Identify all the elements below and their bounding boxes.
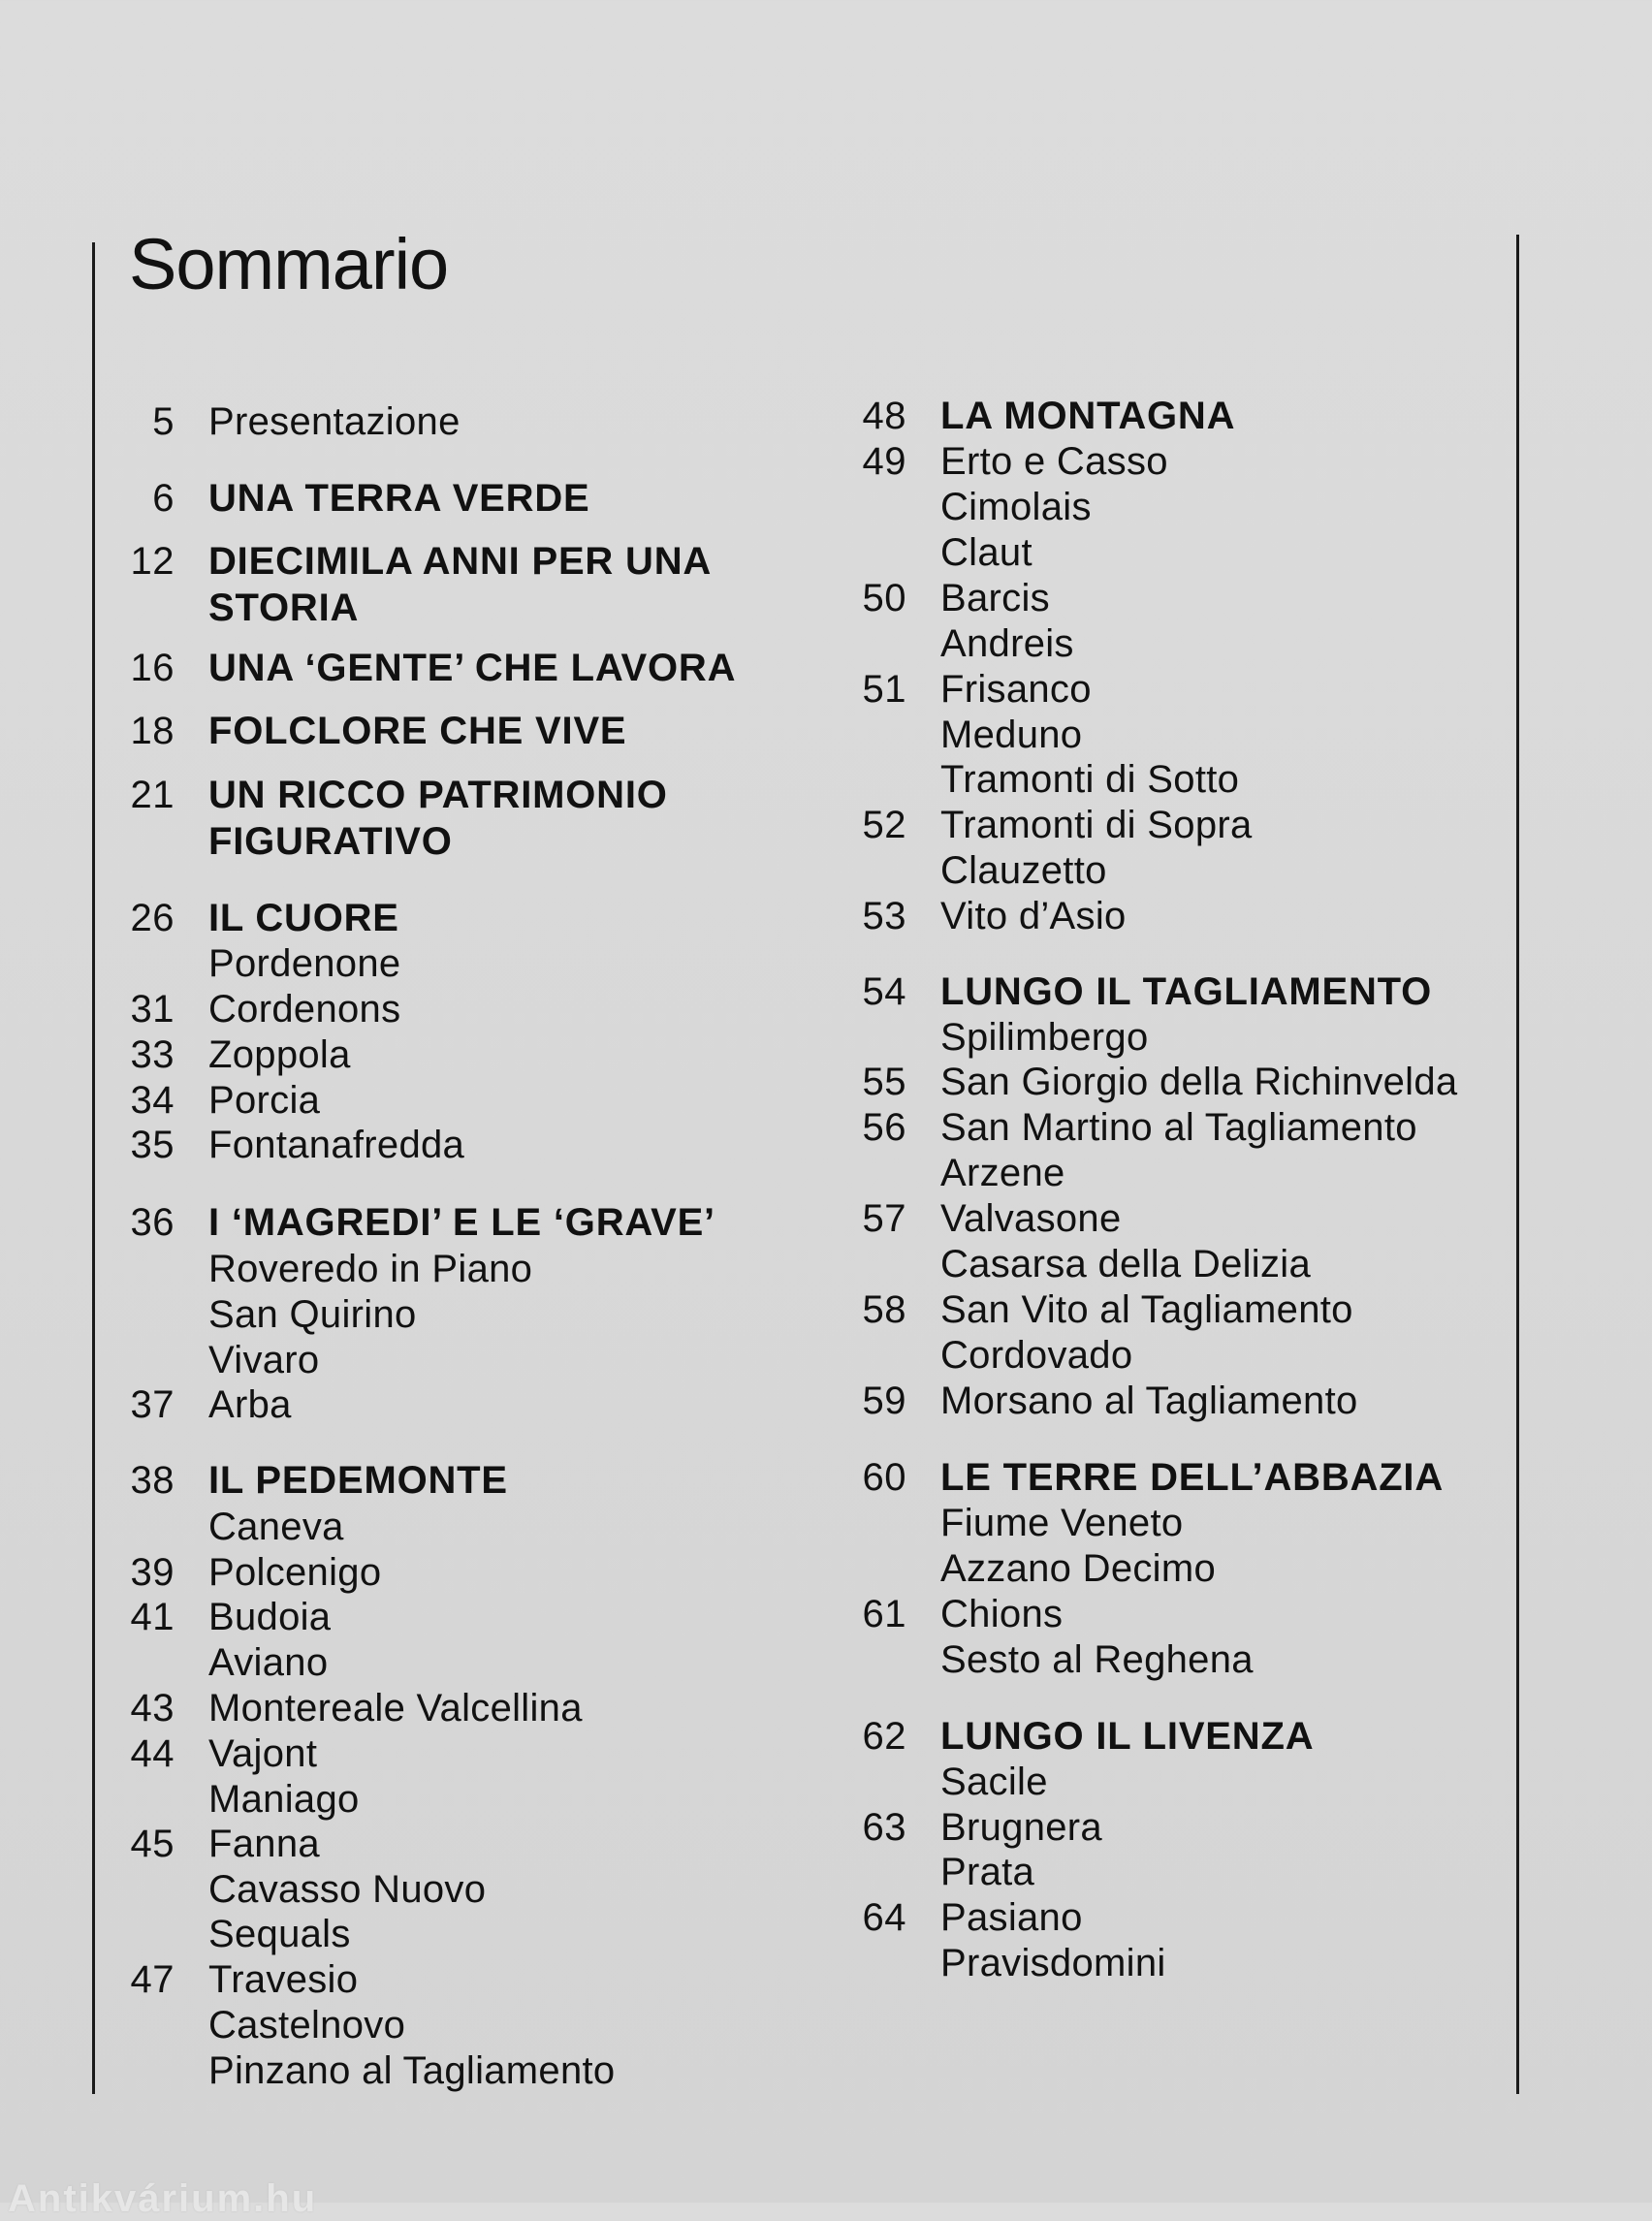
toc-entry <box>848 1941 1166 1986</box>
toc-entry-label: Clauzetto <box>940 849 1107 892</box>
toc-entry <box>848 1501 1183 1546</box>
toc-entry-label: Chions <box>940 1593 1064 1635</box>
page-title: Sommario <box>129 224 449 304</box>
left-border-rule <box>92 242 95 2094</box>
toc-entry-label: DIECIMILA ANNI PER UNA <box>208 540 713 583</box>
toc-page-number: 62 <box>862 1715 906 1758</box>
toc-entry-label: LUNGO IL LIVENZA <box>940 1715 1315 1758</box>
toc-entry-label: Fanna <box>208 1823 320 1865</box>
toc-entry-label: Roveredo in Piano <box>208 1248 533 1290</box>
toc-page-number: 55 <box>862 1061 906 1103</box>
toc-entry-label: Montereale Valcellina <box>208 1687 583 1729</box>
toc-entry-label: San Giorgio della Richinvelda <box>940 1061 1458 1103</box>
toc-entry <box>848 530 1032 576</box>
toc-entry <box>848 576 1050 621</box>
toc-entry <box>116 1382 292 1428</box>
toc-section-heading <box>848 394 1235 439</box>
toc-entry <box>116 1640 328 1686</box>
toc-page-number: 57 <box>862 1197 906 1240</box>
toc-page-number: 60 <box>862 1456 906 1499</box>
toc-section-heading <box>116 773 668 818</box>
toc-section-heading <box>116 1458 508 1504</box>
toc-entry <box>116 1957 358 2003</box>
toc-page-number: 35 <box>130 1124 175 1166</box>
toc-entry <box>116 1912 351 1957</box>
toc-entry-label: Sacile <box>940 1761 1048 1803</box>
toc-entry <box>848 713 1082 758</box>
toc-page-number: 39 <box>130 1551 175 1594</box>
toc-section-heading <box>848 969 1432 1015</box>
toc-entry-label: Andreis <box>940 622 1074 665</box>
toc-entry <box>848 485 1092 530</box>
toc-entry <box>116 987 400 1032</box>
toc-entry <box>116 1505 344 1550</box>
toc-entry <box>116 1686 583 1731</box>
toc-entry <box>116 1595 331 1640</box>
toc-entry-label: UNA ‘GENTE’ CHE LAVORA <box>208 647 737 689</box>
toc-entry-label: Brugnera <box>940 1806 1102 1849</box>
toc-page-number: 5 <box>152 400 175 443</box>
toc-entry <box>848 1546 1216 1592</box>
toc-entry-label: Cordovado <box>940 1334 1133 1377</box>
toc-page-number: 37 <box>130 1383 175 1426</box>
toc-entry-label: Pinzano al Tagliamento <box>208 2049 616 2092</box>
toc-entry <box>116 1822 320 1867</box>
toc-entry <box>848 848 1107 894</box>
toc-entry-label: San Martino al Tagliamento <box>940 1106 1417 1149</box>
toc-page-number: 31 <box>130 988 175 1031</box>
toc-entry-label: Zoppola <box>208 1033 351 1076</box>
toc-entry <box>848 667 1092 713</box>
toc-section-heading <box>848 1714 1314 1760</box>
toc-entry-label: Frisanco <box>940 668 1092 711</box>
toc-page-number: 61 <box>862 1593 906 1635</box>
toc-entry-label: San Vito al Tagliamento <box>940 1288 1353 1331</box>
toc-entry <box>848 1850 1034 1895</box>
toc-section-heading <box>116 819 453 865</box>
toc-entry-label: IL PEDEMONTE <box>208 1459 508 1502</box>
toc-entry-label: Aviano <box>208 1641 329 1684</box>
toc-entry-label: Travesio <box>208 1958 359 2001</box>
toc-entry <box>116 941 400 987</box>
toc-entry-label: STORIA <box>208 587 360 629</box>
toc-entry-label: Cordenons <box>208 988 401 1031</box>
toc-section-heading <box>848 1455 1444 1501</box>
toc-entry-label: FIGURATIVO <box>208 820 453 863</box>
toc-entry-label: Budoia <box>208 1596 332 1638</box>
toc-entry-label: Vito d’Asio <box>940 895 1127 937</box>
toc-entry <box>116 1247 532 1292</box>
toc-page-number: 44 <box>130 1732 175 1775</box>
toc-entry-label: LA MONTAGNA <box>940 395 1236 437</box>
toc-entry-label: Pasiano <box>940 1896 1083 1939</box>
toc-entry <box>848 1895 1083 1941</box>
toc-page-number: 45 <box>130 1823 175 1865</box>
toc-section-heading <box>116 586 359 631</box>
toc-entry-label: Fontanafredda <box>208 1124 465 1166</box>
toc-entry-label: Pordenone <box>208 942 401 985</box>
toc-entry-label: Morsano al Tagliamento <box>940 1380 1358 1422</box>
toc-entry <box>116 1078 320 1124</box>
toc-entry <box>848 1287 1353 1333</box>
toc-page-number: 52 <box>862 804 906 846</box>
toc-entry <box>116 1550 381 1596</box>
toc-entry-label: Sequals <box>208 1913 351 1955</box>
toc-entry-label: Caneva <box>208 1506 344 1548</box>
toc-entry-label: Presentazione <box>208 400 461 443</box>
toc-entry-label: Vajont <box>208 1732 318 1775</box>
toc-page-number: 47 <box>130 1958 175 2001</box>
toc-entry-label: Casarsa della Delizia <box>940 1243 1312 1285</box>
toc-page-number: 33 <box>130 1033 175 1076</box>
toc-entry-label: Meduno <box>940 714 1083 756</box>
toc-entry <box>116 1338 319 1383</box>
toc-entry <box>116 1123 464 1168</box>
toc-entry-label: Pravisdomini <box>940 1942 1166 1984</box>
toc-entry <box>848 757 1239 803</box>
toc-page-number: 59 <box>862 1380 906 1422</box>
toc-entry-label: Tramonti di Sopra <box>940 804 1253 846</box>
toc-page-number: 53 <box>862 895 906 937</box>
toc-entry-label: Fiume Veneto <box>940 1502 1184 1544</box>
toc-entry <box>848 439 1168 485</box>
toc-entry-label: UNA TERRA VERDE <box>208 477 590 520</box>
toc-page-number: 54 <box>862 970 906 1013</box>
toc-entry <box>848 1015 1149 1061</box>
toc-entry-label: Erto e Casso <box>940 440 1168 483</box>
toc-entry <box>848 894 1127 939</box>
toc-page-number: 6 <box>152 477 175 520</box>
toc-entry-label: Arba <box>208 1383 292 1426</box>
toc-entry <box>848 1637 1254 1683</box>
toc-page-number: 18 <box>130 710 175 752</box>
toc-entry-label: Cimolais <box>940 486 1092 528</box>
toc-entry-label: IL CUORE <box>208 897 399 939</box>
toc-entry-label: FOLCLORE CHE VIVE <box>208 710 627 752</box>
toc-entry <box>116 399 461 445</box>
toc-entry <box>116 2003 405 2048</box>
toc-entry <box>116 1731 317 1777</box>
toc-entry-label: Barcis <box>940 577 1050 619</box>
toc-page-number: 51 <box>862 668 906 711</box>
toc-entry-label: Tramonti di Sotto <box>940 758 1240 801</box>
toc-section-heading <box>116 1200 715 1246</box>
toc-page-number: 41 <box>130 1596 175 1638</box>
toc-page-number: 49 <box>862 440 906 483</box>
toc-section-heading <box>116 896 399 941</box>
toc-entry-label: LUNGO IL TAGLIAMENTO <box>940 970 1433 1013</box>
toc-entry-label: Cavasso Nuovo <box>208 1868 487 1911</box>
toc-entry-label: Maniago <box>208 1778 360 1821</box>
toc-entry-label: Prata <box>940 1851 1035 1893</box>
toc-page-number: 36 <box>130 1201 175 1244</box>
toc-entry-label: Azzano Decimo <box>940 1547 1217 1590</box>
toc-page-number: 16 <box>130 647 175 689</box>
toc-entry <box>848 1060 1457 1105</box>
toc-entry-label: Claut <box>940 531 1032 574</box>
toc-entry <box>848 1805 1102 1851</box>
toc-entry <box>116 1777 360 1823</box>
toc-entry <box>848 1105 1417 1151</box>
toc-entry <box>848 803 1253 848</box>
toc-entry-label: LE TERRE DELL’ABBAZIA <box>940 1456 1445 1499</box>
toc-page-number: 34 <box>130 1079 175 1122</box>
toc-entry-label: Polcenigo <box>208 1551 382 1594</box>
toc-entry <box>848 1151 1065 1196</box>
toc-entry-label: Porcia <box>208 1079 321 1122</box>
toc-entry <box>848 1592 1063 1637</box>
toc-entry <box>848 1333 1132 1379</box>
toc-page-number: 12 <box>130 540 175 583</box>
toc-entry <box>848 1379 1358 1424</box>
toc-entry-label: UN RICCO PATRIMONIO <box>208 774 668 816</box>
toc-entry <box>848 1760 1048 1805</box>
toc-entry-label: Spilimbergo <box>940 1016 1149 1059</box>
toc-entry-label: Vivaro <box>208 1339 320 1381</box>
toc-entry <box>116 1867 486 1913</box>
right-border-rule <box>1516 235 1519 2094</box>
toc-page-number: 58 <box>862 1288 906 1331</box>
toc-page-number: 56 <box>862 1106 906 1149</box>
toc-page-number: 43 <box>130 1687 175 1729</box>
toc-entry-label: Valvasone <box>940 1197 1122 1240</box>
toc-entry-label: Castelnovo <box>208 2004 406 2046</box>
toc-section-heading <box>116 646 736 691</box>
toc-entry <box>116 1032 351 1078</box>
toc-page-number: 50 <box>862 577 906 619</box>
toc-entry <box>848 1196 1122 1242</box>
toc-entry <box>116 2048 615 2094</box>
toc-entry <box>848 1242 1311 1287</box>
toc-entry <box>848 621 1074 667</box>
toc-page-number: 63 <box>862 1806 906 1849</box>
toc-page-number: 48 <box>862 395 906 437</box>
toc-entry-label: I ‘MAGREDI’ E LE ‘GRAVE’ <box>208 1201 715 1244</box>
toc-page-number: 21 <box>130 774 175 816</box>
toc-section-heading <box>116 476 590 522</box>
toc-entry-label: Sesto al Reghena <box>940 1638 1254 1681</box>
toc-entry <box>116 1292 417 1338</box>
toc-section-heading <box>116 709 626 754</box>
toc-page-number: 64 <box>862 1896 906 1939</box>
watermark: Antikvárium.hu <box>8 2177 318 2220</box>
toc-entry-label: San Quirino <box>208 1293 417 1336</box>
toc-entry-label: Arzene <box>940 1152 1065 1194</box>
toc-page-number: 26 <box>130 897 175 939</box>
toc-section-heading <box>116 539 712 585</box>
toc-page-number: 38 <box>130 1459 175 1502</box>
